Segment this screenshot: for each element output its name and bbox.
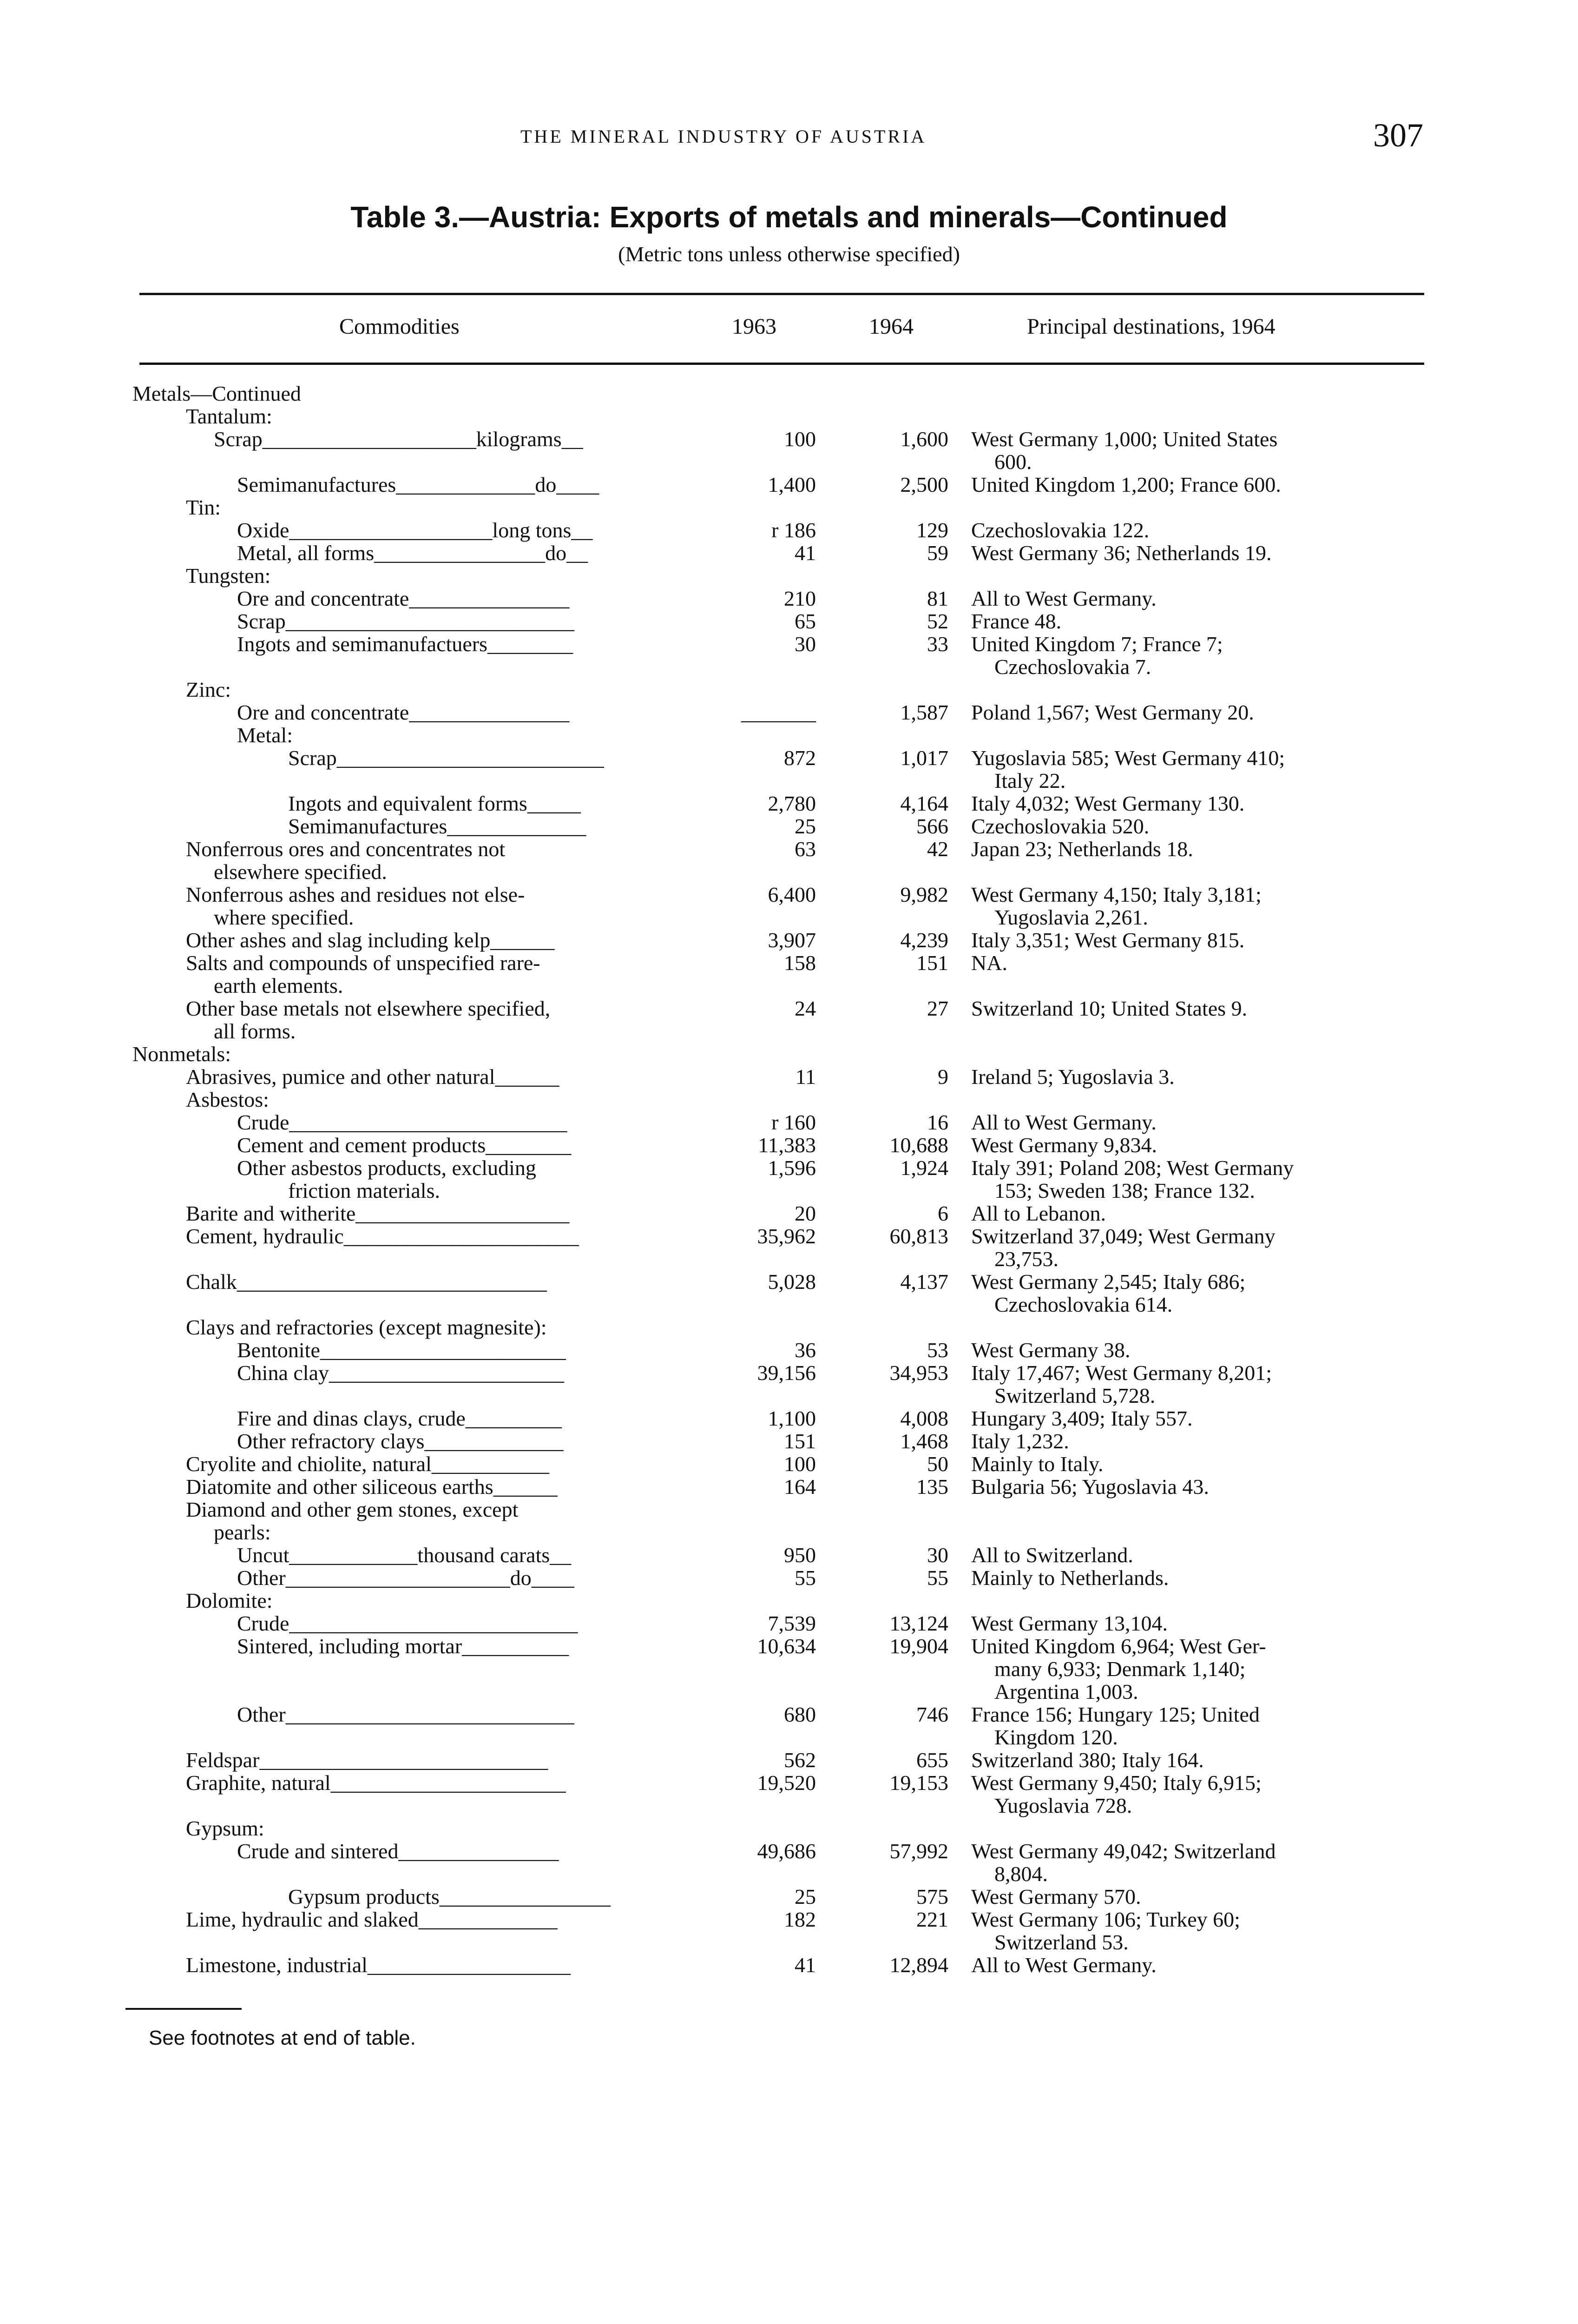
value-1963-cell: 7,539 [768,1611,816,1635]
table-title: Table 3.—Austria: Exports of metals and minerals—Continued [350,200,1228,234]
table-row [0,1316,1578,1339]
destination-cell: Hungary 3,409; Italy 557. [971,1406,1193,1430]
value-1963-cell: r 186 [771,518,816,542]
table-row [0,792,1578,815]
value-1963-cell: 210 [784,587,816,610]
commodity-cell: Crude___________________________ [237,1611,578,1635]
table-row [0,1020,1578,1043]
value-1964-cell: 4,239 [900,928,948,952]
value-1963-cell: 680 [784,1703,816,1726]
table-row [0,1566,1578,1589]
value-1963-cell: 20 [795,1202,816,1225]
table-row [0,587,1578,610]
commodity-cell: Tin: [186,495,221,519]
commodity-cell: Scrap___________________________ [237,609,574,633]
table-row [0,951,1578,974]
value-1963-cell: 100 [784,1452,816,1476]
commodity-cell: Feldspar___________________________ [186,1748,548,1772]
table-body [0,382,1578,1976]
table-row [0,1771,1578,1794]
value-1964-cell: 57,992 [889,1839,948,1863]
commodity-cell: pearls: [214,1520,271,1544]
destination-cell: Czechoslovakia 122. [971,518,1150,542]
value-1963-cell: 3,907 [768,928,816,952]
value-1964-cell: 1,924 [900,1156,948,1180]
value-1963-cell: 11,383 [758,1133,816,1157]
table-row [0,1179,1578,1202]
commodity-cell: Diamond and other gem stones, except [186,1498,519,1521]
destination-cell: Switzerland 37,049; West Germany [971,1224,1276,1248]
value-1964-cell: 221 [916,1908,948,1931]
commodity-cell: Scrap_________________________ [288,746,604,770]
destination-cell: Poland 1,567; West Germany 20. [971,700,1254,724]
table-row [0,883,1578,906]
destination-cell: Italy 1,232. [971,1429,1069,1453]
commodity-cell: Scrap____________________kilograms__ [214,427,583,451]
value-1963-cell: 36 [795,1338,816,1362]
value-1964-cell: 60,813 [889,1224,948,1248]
table-row [0,428,1578,450]
value-1963-cell: 65 [795,609,816,633]
commodity-cell: Barite and witherite____________________ [186,1202,570,1225]
table-row [0,1612,1578,1635]
table-row [0,1794,1578,1817]
destination-cell: United Kingdom 6,964; West Ger- [971,1634,1266,1658]
destination-cell: Switzerland 380; Italy 164. [971,1748,1204,1772]
table-row [0,1817,1578,1840]
value-1964-cell: 1,468 [900,1429,948,1453]
value-1964-cell: 53 [927,1338,948,1362]
value-1963-cell: 19,520 [757,1771,816,1795]
column-header-1964: 1964 [869,314,914,339]
page-number: 307 [1373,117,1423,154]
destination-cell: Mainly to Italy. [971,1452,1104,1476]
commodity-cell: Cryolite and chiolite, natural___________ [186,1452,549,1476]
destination-cell: West Germany 106; Turkey 60; [971,1908,1240,1931]
destination-cell: Kingdom 120. [994,1725,1118,1749]
value-1964-cell: 746 [916,1703,948,1726]
table-row [0,974,1578,997]
table-row [0,1202,1578,1225]
value-1963-cell: 164 [784,1475,816,1499]
commodity-cell: Graphite, natural______________________ [186,1771,566,1795]
commodity-cell: Nonferrous ashes and residues not else- [186,883,525,906]
value-1964-cell: 135 [916,1475,948,1499]
table-row [0,610,1578,633]
value-1964-cell: 4,008 [900,1406,948,1430]
value-1964-cell: 575 [916,1885,948,1908]
commodity-cell: Ingots and semimanufactuers________ [237,632,573,656]
commodity-cell: Metal, all forms________________do__ [237,541,588,565]
table-row [0,1954,1578,1976]
commodity-cell: Semimanufactures_____________ [288,814,586,838]
commodity-cell: friction materials. [288,1179,440,1202]
destination-cell: All to Switzerland. [971,1543,1133,1567]
commodity-cell: Gypsum products________________ [288,1885,611,1908]
table-row [0,1430,1578,1452]
value-1963-cell: 24 [795,997,816,1020]
destination-cell: West Germany 1,000; United States [971,427,1278,451]
destination-cell: NA. [971,951,1007,975]
destination-cell: many 6,933; Denmark 1,140; [994,1657,1246,1681]
table-row [0,1225,1578,1248]
table-row [0,1248,1578,1270]
value-1963-cell: 158 [784,951,816,975]
commodity-cell: elsewhere specified. [214,860,387,884]
destination-cell: France 156; Hungary 125; United [971,1703,1260,1726]
commodity-cell: all forms. [214,1019,296,1043]
table-row [0,496,1578,519]
table-row [0,1726,1578,1749]
value-1964-cell: 19,153 [889,1771,948,1795]
value-1963-cell: _______ [741,700,816,724]
destination-cell: Argentina 1,003. [994,1680,1138,1703]
destination-cell: United Kingdom 7; France 7; [971,632,1223,656]
table-row [0,1589,1578,1612]
value-1964-cell: 655 [916,1748,948,1772]
destination-cell: Italy 391; Poland 208; West Germany [971,1156,1294,1180]
value-1964-cell: 81 [927,587,948,610]
table-row [0,1521,1578,1544]
commodity-cell: Zinc: [186,678,231,701]
table-row [0,1908,1578,1931]
destination-cell: United Kingdom 1,200; France 600. [971,473,1281,496]
destination-cell: Yugoslavia 728. [994,1794,1132,1817]
column-header-destinations: Principal destinations, 1964 [1027,314,1276,339]
value-1963-cell: 1,400 [768,473,816,496]
commodity-cell: Crude__________________________ [237,1110,567,1134]
value-1963-cell: 39,156 [757,1361,816,1385]
destination-cell: 8,804. [994,1862,1048,1886]
value-1963-cell: 1,596 [768,1156,816,1180]
destination-cell: Ireland 5; Yugoslavia 3. [971,1065,1175,1089]
value-1964-cell: 27 [927,997,948,1020]
commodity-cell: Abrasives, pumice and other natural______ [186,1065,559,1089]
commodity-cell: Crude and sintered_______________ [237,1839,559,1863]
commodity-cell: Diatomite and other siliceous earths______ [186,1475,558,1499]
destination-cell: West Germany 38. [971,1338,1131,1362]
commodity-cell: Other___________________________ [237,1703,574,1726]
destination-cell: 600. [994,450,1032,474]
destination-cell: 153; Sweden 138; France 132. [994,1179,1255,1202]
destination-cell: West Germany 49,042; Switzerland [971,1839,1276,1863]
value-1963-cell: r 160 [771,1110,816,1134]
value-1964-cell: 129 [916,518,948,542]
destination-cell: Yugoslavia 2,261. [994,905,1148,929]
value-1963-cell: 562 [784,1748,816,1772]
table-row [0,1657,1578,1680]
table-row [0,1270,1578,1293]
table-row [0,382,1578,405]
destination-cell: West Germany 13,104. [971,1611,1168,1635]
value-1963-cell: 49,686 [757,1839,816,1863]
commodity-cell: Nonferrous ores and concentrates not [186,837,506,861]
destination-cell: Bulgaria 56; Yugoslavia 43. [971,1475,1209,1499]
commodity-cell: Other_____________________do____ [237,1566,574,1590]
commodity-cell: Metal: [237,723,293,747]
value-1964-cell: 59 [927,541,948,565]
value-1964-cell: 55 [927,1566,948,1590]
destination-cell: West Germany 2,545; Italy 686; [971,1270,1246,1294]
table-row [0,701,1578,724]
destination-cell: Czechoslovakia 520. [971,814,1150,838]
table-row [0,519,1578,541]
commodity-cell: Gypsum: [186,1816,264,1840]
value-1963-cell: 182 [784,1908,816,1931]
table-row [0,838,1578,860]
value-1963-cell: 41 [795,541,816,565]
table-row [0,1885,1578,1908]
value-1963-cell: 41 [795,1953,816,1977]
table-row [0,997,1578,1020]
value-1964-cell: 13,124 [889,1611,948,1635]
commodity-cell: Limestone, industrial___________________ [186,1953,571,1977]
value-1964-cell: 566 [916,814,948,838]
commodity-cell: Bentonite_______________________ [237,1338,566,1362]
table-row [0,1088,1578,1111]
commodity-cell: Ore and concentrate_______________ [237,587,570,610]
commodity-cell: Cement and cement products________ [237,1133,572,1157]
value-1964-cell: 4,164 [900,792,948,815]
table-row [0,1111,1578,1134]
table-row [0,1065,1578,1088]
table-row [0,473,1578,496]
value-1963-cell: 11 [795,1065,816,1089]
destination-cell: West Germany 9,450; Italy 6,915; [971,1771,1262,1795]
table-row [0,906,1578,929]
value-1964-cell: 16 [927,1110,948,1134]
table-row [0,746,1578,769]
destination-cell: Italy 3,351; West Germany 815. [971,928,1245,952]
value-1963-cell: 872 [784,746,816,770]
destination-cell: Italy 4,032; West Germany 130. [971,792,1245,815]
value-1964-cell: 30 [927,1543,948,1567]
value-1964-cell: 2,500 [900,473,948,496]
table-row [0,769,1578,792]
table-row [0,1703,1578,1726]
destination-cell: All to West Germany. [971,1953,1157,1977]
destination-cell: Czechoslovakia 7. [994,655,1151,679]
value-1964-cell: 1,017 [900,746,948,770]
column-header-commodities: Commodities [339,314,460,339]
table-row [0,1862,1578,1885]
value-1963-cell: 1,100 [768,1406,816,1430]
destination-cell: West Germany 570. [971,1885,1141,1908]
destination-cell: Mainly to Netherlands. [971,1566,1169,1590]
table-row [0,1931,1578,1954]
destination-cell: All to Lebanon. [971,1202,1106,1225]
value-1963-cell: 35,962 [757,1224,816,1248]
value-1964-cell: 50 [927,1452,948,1476]
destination-cell: West Germany 9,834. [971,1133,1157,1157]
table-row [0,1156,1578,1179]
value-1963-cell: 5,028 [768,1270,816,1294]
commodity-cell: Other asbestos products, excluding [237,1156,536,1180]
table-subtitle: (Metric tons unless otherwise specified) [618,242,960,266]
commodity-cell: Oxide___________________long tons__ [237,518,593,542]
table-row [0,405,1578,428]
value-1964-cell: 9 [938,1065,948,1089]
table-row [0,1339,1578,1361]
table-row [0,1544,1578,1566]
commodity-cell: Other base metals not elsewhere specified, [186,997,551,1020]
value-1964-cell: 10,688 [889,1133,948,1157]
table-row [0,815,1578,838]
value-1963-cell: 6,400 [768,883,816,906]
value-1964-cell: 1,587 [900,700,948,724]
table-row [0,1749,1578,1771]
destination-cell: Switzerland 10; United States 9. [971,997,1248,1020]
commodity-cell: Cement, hydraulic______________________ [186,1224,579,1248]
table-row [0,860,1578,883]
destination-cell: 23,753. [994,1247,1059,1271]
value-1964-cell: 19,904 [889,1634,948,1658]
table-row [0,678,1578,701]
value-1963-cell: 100 [784,427,816,451]
header-rule-bottom [139,363,1424,365]
destination-cell: Italy 22. [994,769,1066,792]
table-row [0,1680,1578,1703]
commodity-cell: China clay______________________ [237,1361,564,1385]
commodity-cell: Tantalum: [186,404,272,428]
value-1964-cell: 34,953 [889,1361,948,1385]
destination-cell: Italy 17,467; West Germany 8,201; [971,1361,1272,1385]
footnote-rule [125,2008,242,2010]
table-row [0,633,1578,655]
table-row [0,1293,1578,1316]
value-1963-cell: 2,780 [768,792,816,815]
value-1964-cell: 12,894 [889,1953,948,1977]
table-row [0,1043,1578,1065]
column-header-1963: 1963 [732,314,776,339]
commodity-cell: Asbestos: [186,1088,269,1111]
value-1963-cell: 55 [795,1566,816,1590]
commodity-cell: Clays and refractories (except magnesite): [186,1315,547,1339]
table-row [0,1475,1578,1498]
value-1964-cell: 151 [916,951,948,975]
table-row [0,724,1578,746]
value-1963-cell: 10,634 [757,1634,816,1658]
destination-cell: Switzerland 5,728. [994,1384,1156,1407]
table-row [0,655,1578,678]
value-1964-cell: 1,600 [900,427,948,451]
destination-cell: Yugoslavia 585; West Germany 410; [971,746,1285,770]
table-row [0,1361,1578,1384]
destination-cell: All to West Germany. [971,1110,1157,1134]
value-1964-cell: 6 [938,1202,948,1225]
commodity-cell: Ingots and equivalent forms_____ [288,792,581,815]
destination-cell: Japan 23; Netherlands 18. [971,837,1193,861]
table-row [0,1635,1578,1657]
commodity-cell: Ore and concentrate_______________ [237,700,570,724]
footnote: See footnotes at end of table. [149,2027,416,2049]
commodity-cell: Uncut____________thousand carats__ [237,1543,572,1567]
commodity-cell: Sintered, including mortar__________ [237,1634,569,1658]
value-1964-cell: 42 [927,837,948,861]
commodity-cell: Nonmetals: [132,1042,231,1066]
table-row [0,929,1578,951]
commodity-cell: Metals—Continued [132,382,301,405]
value-1964-cell: 33 [927,632,948,656]
table-row [0,564,1578,587]
commodity-cell: where specified. [214,905,354,929]
destination-cell: West Germany 36; Netherlands 19. [971,541,1272,565]
running-head: THE MINERAL INDUSTRY OF AUSTRIA [520,126,927,147]
value-1963-cell: 25 [795,814,816,838]
destination-cell: Switzerland 53. [994,1930,1129,1954]
commodity-cell: Fire and dinas clays, crude_________ [237,1406,562,1430]
destination-cell: All to West Germany. [971,587,1157,610]
value-1964-cell: 9,982 [900,883,948,906]
value-1963-cell: 63 [795,837,816,861]
commodity-cell: Tungsten: [186,564,271,588]
commodity-cell: Dolomite: [186,1589,273,1612]
value-1963-cell: 30 [795,632,816,656]
commodity-cell: Lime, hydraulic and slaked_____________ [186,1908,558,1931]
table-row [0,1384,1578,1407]
value-1963-cell: 151 [784,1429,816,1453]
commodity-cell: Other ashes and slag including kelp______ [186,928,555,952]
header-rule-top [139,293,1424,295]
table-row [0,1840,1578,1862]
value-1963-cell: 950 [784,1543,816,1567]
value-1964-cell: 52 [927,609,948,633]
destination-cell: West Germany 4,150; Italy 3,181; [971,883,1262,906]
table-row [0,1452,1578,1475]
value-1964-cell: 4,137 [900,1270,948,1294]
destination-cell: Czechoslovakia 614. [994,1293,1173,1316]
value-1963-cell: 25 [795,1885,816,1908]
commodity-cell: Other refractory clays_____________ [237,1429,564,1453]
commodity-cell: Chalk_____________________________ [186,1270,547,1294]
destination-cell: France 48. [971,609,1062,633]
commodity-cell: earth elements. [214,974,343,997]
table-row [0,1407,1578,1430]
commodity-cell: Salts and compounds of unspecified rare- [186,951,540,975]
table-row [0,1134,1578,1156]
commodity-cell: Semimanufactures_____________do____ [237,473,599,496]
table-row [0,450,1578,473]
table-row [0,1498,1578,1521]
table-row [0,541,1578,564]
